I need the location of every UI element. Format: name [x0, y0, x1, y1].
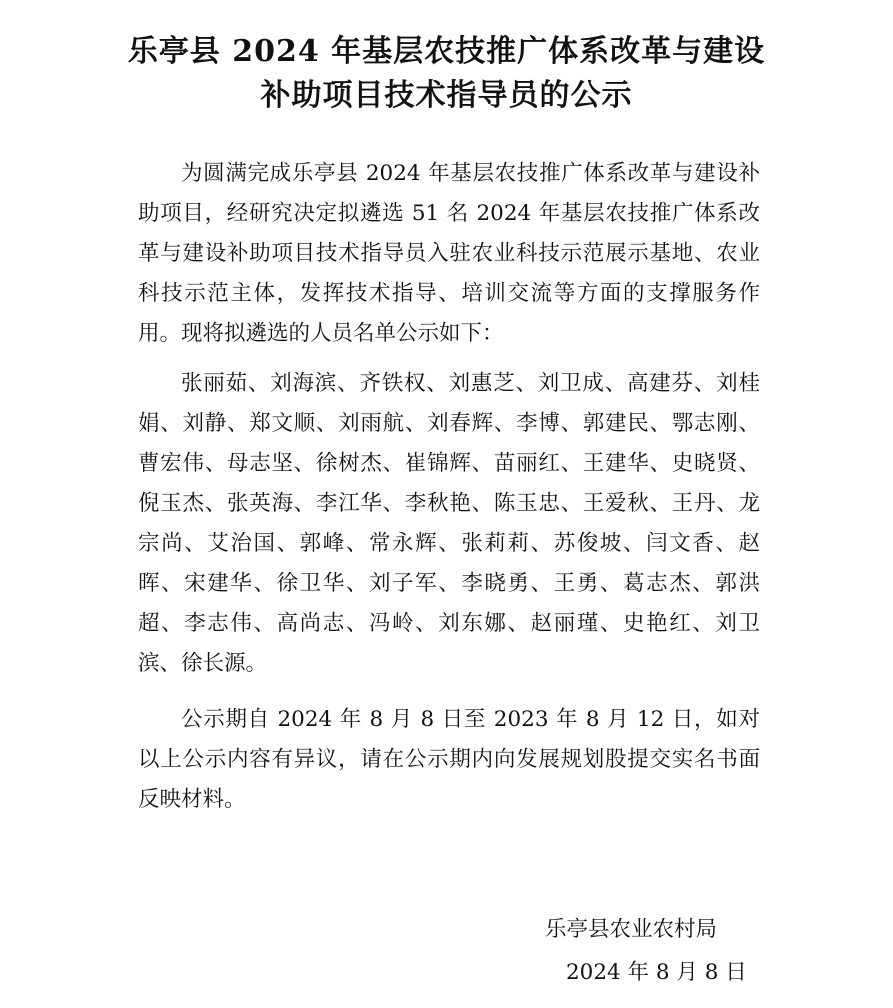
names-list-paragraph: 张丽茹、刘海滨、齐铁权、刘惠芝、刘卫成、高建芬、刘桂娟、刘静、郑文顺、刘雨航、刘春辉、李博、郭建民、鄂志刚、曹宏伟、母志坚、徐树杰、崔锦辉、苗丽红、王建华、史晓贤、倪玉杰、张英海、李江华、李秋艳、陈玉忠、王爱秋、王丹、龙宗尚、艾治国、郭峰、常永辉、张莉莉、苏俊坡、闫文香、赵晖、宋建华、徐卫华、刘子军、李晓勇、王勇、葛志杰、郭洪超、李志伟、高尚志、冯岭、刘东娜、赵丽瑾、史艳红、刘卫滨、徐长源。	[138, 371, 760, 676]
signature-organization: 乐亭县农业农村局	[545, 917, 718, 942]
intro-paragraph: 为圆满完成乐亭县 2024 年基层农技推广体系改革与建设补助项目，经研究决定拟遴选 51 名 2024 年基层农技推广体系改革与建设补助项目技术指导员入驻农业科技示范展示基地、农业科技示范主体，发挥技术指导、培训交流等方面的支撑服务作用。现将拟遴选的人员名单公示如下：	[138, 161, 760, 346]
notice-period-paragraph: 公示期自 2024 年 8 月 8 日至 2023 年 8 月 12 日，如对以上公示内容有异议，请在公示期内向发展规划股提交实名书面反映材料。	[138, 707, 760, 812]
document-title-line-2: 补助项目技术指导员的公示	[260, 78, 633, 113]
document-title-line-1: 乐亭县 2024 年基层农技推广体系改革与建设	[127, 34, 766, 69]
signature-date: 2024 年 8 月 8 日	[566, 960, 747, 985]
